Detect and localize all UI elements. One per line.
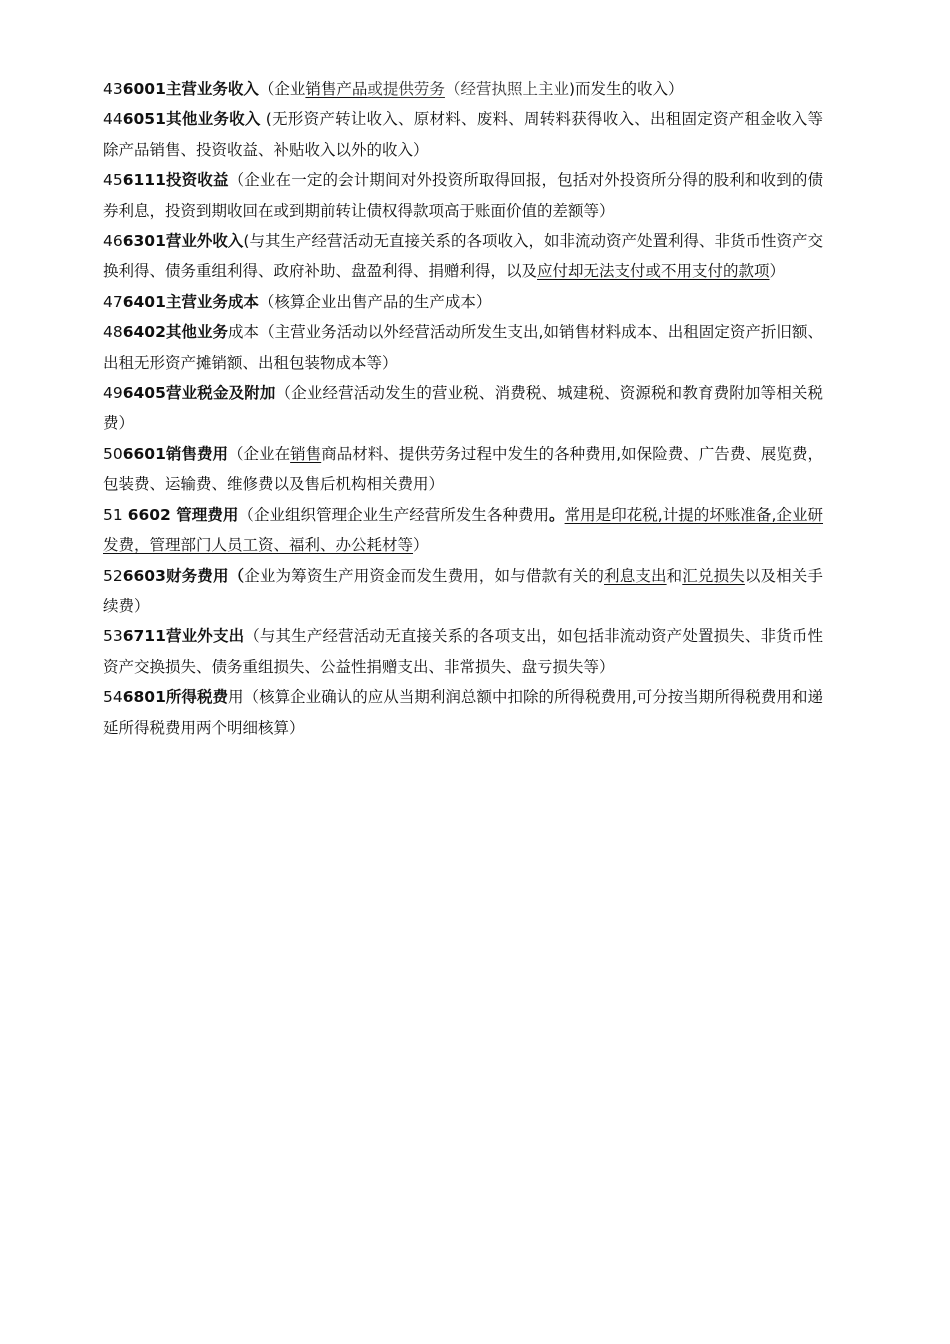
account-title: 其他业务收入	[165, 110, 261, 129]
account-entry	[103, 226, 823, 287]
account-entry	[103, 378, 823, 439]
account-code: 6402	[122, 323, 166, 342]
account-entry	[103, 287, 823, 317]
description-text: 商品材料、提供劳务过程中发生的各种费用,如保险费、广告费、展览费，包装费、运输费、维修费以及售后机构相关费用）	[103, 444, 823, 494]
underlined-text: 利息支出	[604, 566, 667, 585]
underlined-text: 应付却无法支付或不用支付的款项	[537, 262, 770, 281]
account-title: 主营业务收入	[165, 80, 259, 98]
account-code: 6001	[122, 80, 166, 98]
description-text: （核算企业出售产品的生产成本）	[258, 292, 492, 311]
entry-number: 45	[103, 171, 123, 190]
account-entry	[103, 165, 823, 226]
entry-number: 54	[103, 688, 123, 707]
description-text: （企业组织管理企业生产经营所发生各种费用	[238, 505, 550, 524]
account-title: 。	[549, 505, 565, 524]
account-code: 6405	[122, 384, 166, 403]
account-code: 6801	[122, 688, 166, 707]
description-text: 以及相关手续费）	[103, 566, 823, 615]
underlined-text: 汇兑损失	[682, 566, 745, 585]
underlined-text: 销售	[290, 444, 322, 463]
description-text: 成本（主营业务活动以外经营活动所发生支出,如销售材料成本、出租固定资产折旧额、出租无形资产摊销额、出租包装物成本等）	[103, 323, 823, 372]
entry-number: 53	[103, 627, 123, 646]
account-entry	[103, 500, 823, 561]
underlined-text: 常用是印花税,计提的坏账准备,企业研发费，管理部门人员工资、福利、办公耗材等	[103, 505, 823, 555]
account-title: 营业外收入	[165, 232, 244, 251]
description-text: )而发生的收入）	[568, 80, 684, 98]
description-text: （经营执照上主业	[444, 80, 569, 98]
account-code: 6401	[122, 292, 166, 311]
account-code: 6601	[122, 444, 166, 463]
description-text: 和	[666, 566, 683, 585]
account-entry	[103, 621, 823, 682]
account-entry	[103, 74, 823, 104]
entry-number: 51	[103, 505, 128, 524]
account-title: 主营业务成本	[165, 292, 259, 311]
account-entry	[103, 317, 823, 378]
account-code: 6301	[122, 232, 166, 251]
account-entry	[103, 682, 823, 743]
entry-number: 44	[103, 110, 123, 129]
entry-number: 47	[103, 292, 123, 311]
account-title: 销售费用	[165, 444, 229, 463]
account-entry	[103, 561, 823, 622]
account-code: 6602	[127, 505, 177, 524]
entry-number: 50	[103, 444, 123, 463]
description-text: ）	[413, 536, 429, 555]
description-text: (无形资产转让收入、原材料、废料、周转料获得收入、出租固定资产租金收入等除产品销售、投资收益、补贴收入以外的收入）	[103, 110, 823, 159]
description-text: （企业经营活动发生的营业税、消费税、城建税、资源税和教育费附加等相关税费）	[103, 384, 823, 433]
description-text: （企业	[258, 80, 306, 98]
account-title: 管理费用	[176, 505, 239, 524]
entry-number: 49	[103, 384, 123, 403]
entry-number: 46	[103, 232, 123, 251]
account-title: 营业税金及附加	[165, 384, 276, 403]
description-text: 企业为筹资生产用资金而发生费用，如与借款有关的	[244, 566, 605, 585]
description-text: ）	[769, 262, 786, 281]
entry-number: 48	[103, 323, 123, 342]
account-code: 6711	[122, 627, 166, 646]
description-text: （与其生产经营活动无直接关系的各项支出，如包括非流动资产处置损失、非货币性资产交换损失、债务重组损失、公益性捐赠支出、非常损失、盘亏损失等）	[103, 627, 823, 676]
description-text: 用（核算企业确认的应从当期利润总额中扣除的所得税费用,可分按当期所得税费用和递延所得税费用两个明细核算）	[103, 688, 823, 737]
account-list	[103, 74, 823, 743]
description-text: （企业在一定的会计期间对外投资所取得回报，包括对外投资所分得的股利和收到的债券利息，投资到期收回在或到期前转让债权得款项高于账面价值的差额等）	[103, 171, 823, 220]
account-title: 营业外支出	[165, 627, 245, 646]
account-title: 投资收益	[165, 171, 229, 190]
account-code: 6051	[122, 110, 166, 129]
account-title: （	[228, 566, 245, 585]
account-title: 其他业务	[165, 323, 229, 342]
entry-number: 43	[103, 80, 123, 98]
account-code: 6603	[122, 566, 166, 585]
account-entry	[103, 439, 823, 500]
account-entry	[103, 104, 823, 165]
underlined-text: 或提供劳务	[367, 80, 445, 98]
account-title: 所得税费	[165, 688, 229, 707]
description-text: (与其生产经营活动无直接关系的各项收入，如非流动资产处置利得、非货币性资产交换利得、债务重组利得、政府补助、盘盈利得、捐赠利得，以及	[103, 232, 823, 281]
account-code: 6111	[122, 171, 166, 190]
description-text: （企业在	[228, 444, 291, 463]
account-title: 财务费用	[165, 566, 229, 585]
underlined-text: 销售产品	[305, 80, 368, 98]
entry-number: 52	[103, 566, 123, 585]
